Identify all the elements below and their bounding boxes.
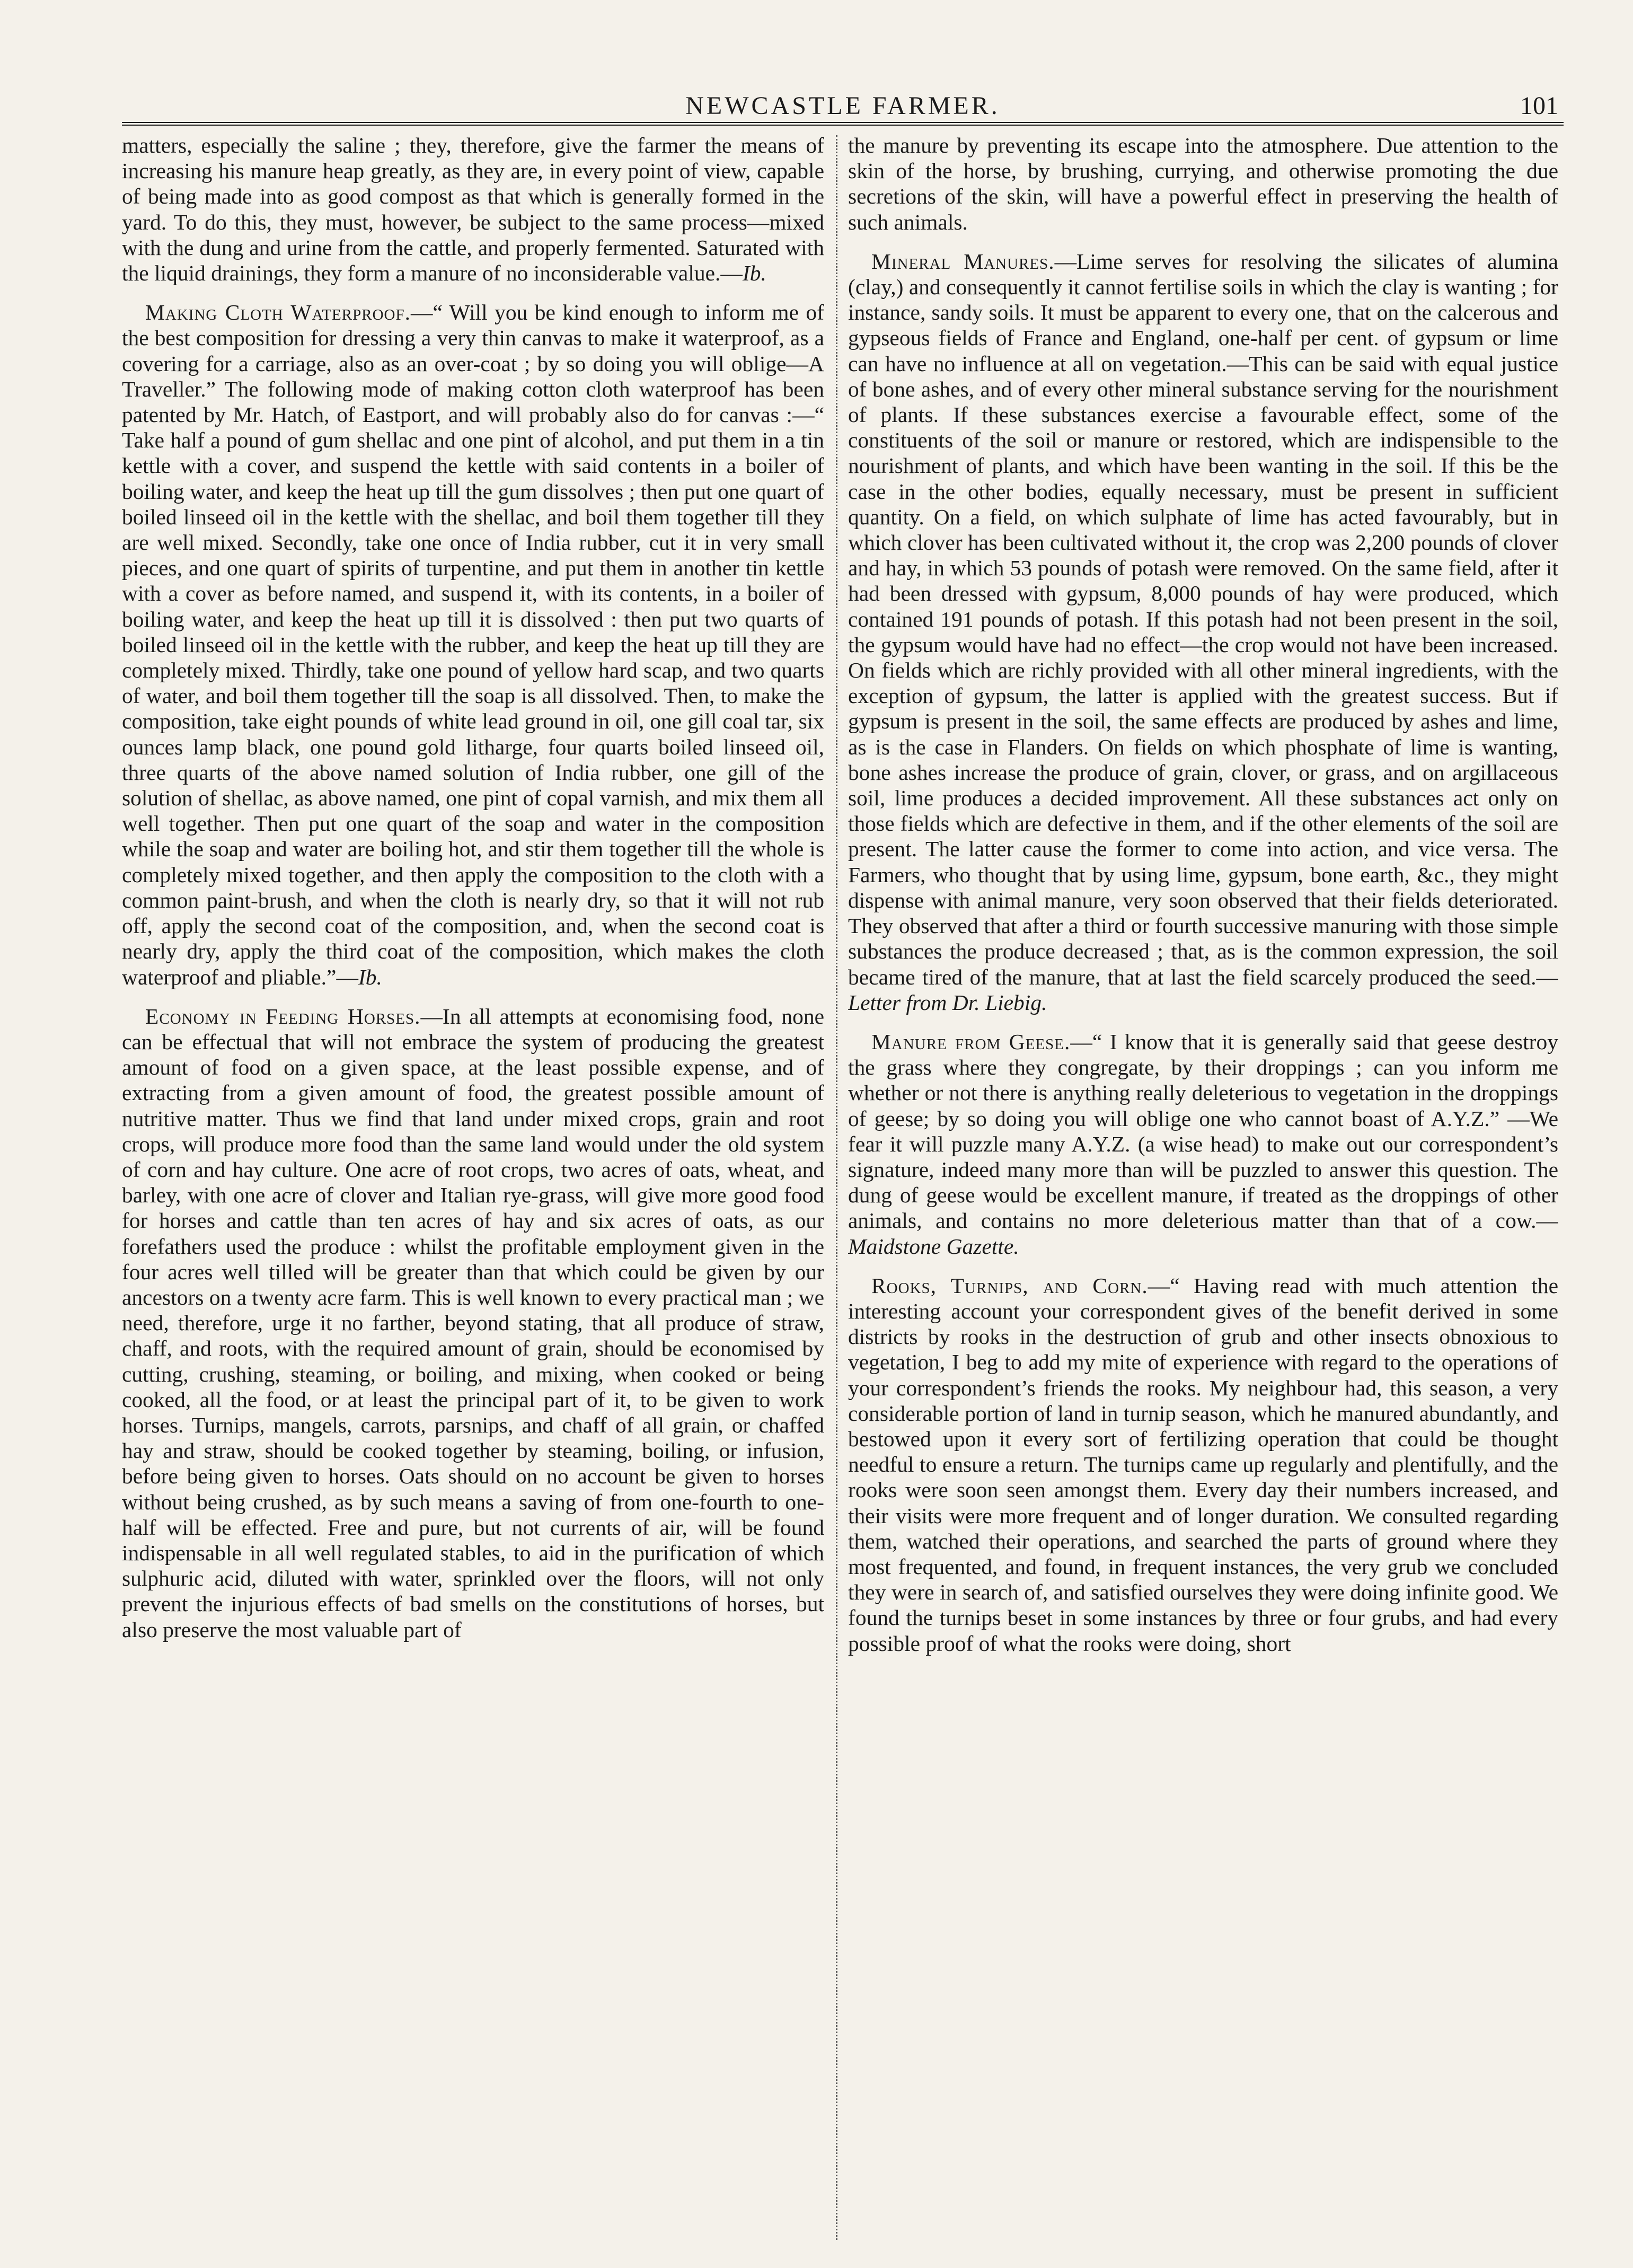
article-heading: Making Cloth Waterproof. (145, 300, 411, 325)
right-column (848, 133, 1558, 2243)
source-credit: Ib. (358, 964, 382, 989)
page-header (122, 90, 1564, 126)
source-credit: Maidstone Gazette. (848, 1234, 1019, 1259)
paragraph-horses-continuation: the manure by preventing its escape into the atmosphere. Due attention to the skin of the horse, by brushing, currying, and otherwise promoting the due secretions of the skin, will have a powerful effect in preserving the health of such animals. (848, 133, 1558, 234)
article-feeding-horses (122, 1004, 824, 1642)
article-heading: Economy in Feeding Horses. (145, 1004, 421, 1028)
article-heading: Manure from Geese. (871, 1029, 1071, 1054)
page-number: 101 (1520, 92, 1558, 120)
paragraph-text: matters, especially the saline ; they, therefore, give the farmer the means of increasing his manure heap greatly, as they are, in every point of view, capable of being made into as good compost as that which is generally formed in the yard. To do this, they must, however, be subject to the same process—mixed with the dung and urine from the cattle, and properly fermented. Saturated with the liquid drainings, they form a manure of no inconsiderable value.— (122, 133, 824, 286)
source-credit: Ib. (742, 261, 766, 286)
article-body: —“ Having read with much attention the interesting account your correspondent gives of the benefit derived in some districts by rooks in the destruction of grub and other insects obnoxious to vegetation, I beg to add my mite of experience with regard to the operations of your correspondent’s friends the rooks. My neighbour had, this season, a very considerable portion of land in turnip season, which he manured abundantly, and bestowed upon it every sort of fertilizing operation that could be thought needful to ensure a return. The turnips came up regularly and plentifully, and the rooks were soon seen amongst them. Every day their numbers increased, and their visits were more frequent and of longer duration. We consulted regarding them, watched their operations, and searched the parts of ground where they most frequented, and found, in frequent instances, the very grub we concluded they were in search of, and satisfied ourselves they were doing infinite good. We found the turnips beset in some instances by three or four grubs, and had every possible proof of what the rooks were doing, short (848, 1273, 1558, 1656)
article-rooks-turnips-corn (848, 1273, 1558, 1656)
article-body: —“ Will you be kind enough to inform me of the best composition for dressing a very thin canvas to make it waterproof, as a covering for a carriage, also as an over-coat ; by so doing you will oblige—A Traveller.” The following mode of making cotton cloth waterproof has been patented by Mr. Hatch, of Eastport, and will probably also do for canvas :—“ Take half a pound of gum shellac and one pint of alcohol, and put them in a tin kettle with a cover, and suspend the kettle with said contents in a boiler of boiling water, and keep the heat up till the gum dissolves ; then put one quart of boiled linseed oil in the kettle with the shellac, and boil them together till they are well mixed. Secondly, take one once of India rubber, cut it in very small pieces, and one quart of spirits of turpentine, and put them in another tin kettle with a cover as before named, and suspend it, with its contents, in a boiler of boiling water, and keep the heat up till it is dissolved : then put two quarts of boiled linseed oil in the kettle with the rubber, and keep the heat up till they are completely mixed. Thirdly, take one pound of yellow hard scap, and two quarts of water, and boil them together till the soap is all dissolved. Then, to make the composition, take eight pounds of white lead ground in oil, one gill coal tar, six ounces lamp black, one pound gold litharge, four quarts boiled linseed oil, three quarts of the above named solution of India rubber, one gill of the solution of shellac, as above named, one pint of copal varnish, and mix them all well together. Then put one quart of the soap and water in the composition while the soap and water are boiling hot, and stir them together till the whole is completely mixed together, and then apply the composition to the cloth with a common paint-brush, and when the cloth is nearly dry, so that it will not rub off, apply the second coat of the composition, and, when the second coat is nearly dry, apply the third coat of the composition, which makes the cloth waterproof and pliable.”— (122, 300, 824, 989)
left-column (122, 133, 824, 2243)
article-heading: Mineral Manures. (871, 249, 1055, 274)
column-divider (836, 135, 837, 2240)
paragraph-saline-continuation (122, 133, 824, 286)
article-mineral-manures (848, 249, 1558, 1015)
running-title: NEWCASTLE FARMER. (685, 92, 1000, 120)
article-body: —“ I know that it is generally said that geese destroy the grass where they congregate, by their droppings ; can you inform me whether or not there is anything really deleterious to vegetation in the droppings of geese; by so doing you will oblige one who cannot boast of A.Y.Z.” —We fear it will puzzle many A.Y.Z. (a wise head) to make out our correspondent’s signature, indeed many more than will be puzzled to answer this question. The dung of geese would be excellent manure, if treated as the droppings of other animals, and contains no more deleterious matter than that of a cow.— (848, 1029, 1558, 1233)
article-body: —In all attempts at economising food, none can be effectual that will not embrace the system of producing the greatest amount of food on a given space, at the least possible expense, and of extracting from a given amount of food, the greatest possible amount of nutritive matter. Thus we find that land under mixed crops, grain and root crops, will produce more food than the same land would under the old system of corn and hay culture. One acre of root crops, two acres of oats, wheat, and barley, with one acre of clover and Italian rye-grass, will give more good food for horses and cattle than ten acres of hay and six acres of oats, as our forefathers used the produce : whilst the profitable employment given in the four acres well tilled will be greater than that which could be given by our ancestors on a twenty acre farm. This is well known to every practical man ; we need, therefore, urge it no farther, beyond stating, that all produce of straw, chaff, and roots, with the required amount of grain, should be economised by cutting, crushing, steaming, or boiling, and mixing, when cooked or being cooked, all the food, or at least the principal part of it, to be given to work horses. Turnips, mangels, carrots, parsnips, and chaff of all grain, or chaffed hay and straw, should be cooked together by steaming, boiling, or infusion, before being given to horses. Oats should on no account be given to horses without being crushed, as by such means a saving of from one-fourth to one-half will be effected. Free and pure, but not currents of air, will be found indispensable in all well regulated stables, to aid in the purification of which sulphuric acid, diluted with water, sprinkled over the floors, will not only prevent the injurious effects of bad smells on the constitutions of horses, but also preserve the most valuable part of (122, 1004, 824, 1642)
article-body: —Lime serves for resolving the silicates of alumina (clay,) and consequently it cannot fertilise soils in which the clay is wanting ; for instance, sandy soils. It must be apparent to every one, that on the calcerous and gypseous fields of France and England, one-half per cent. of gypsum or lime can have no influence at all on vegetation.—This can be said with equal justice of bone ashes, and of every other mineral substance serving for the nourishment of plants. If these substances exercise a favourable effect, some of the constituents of the soil or manure or restored, which are indispensible to the nourishment of plants, and which have been wanting in the soil. If this be the case in the other bodies, equally necessary, must be present in sufficient quantity. On a field, on which sulphate of lime has acted favourably, but in which clover has been cultivated without it, the crop was 2,200 pounds of clover and hay, in which 53 pounds of potash were removed. On the same field, after it had been dressed with gypsum, 8,000 pounds of hay were produced, which contained 191 pounds of potash. If this potash had not been present in the soil, the gypsum would have had no effect—the crop would not have been increased. On fields which are richly provided with all other mineral ingredients, with the exception of gypsum, the latter is applied with the greatest success. But if gypsum is present in the soil, the same effects are produced by ashes and lime, as is the case in Flanders. On fields on which phosphate of lime is wanting, bone ashes increase the produce of grain, clover, or grass, and on argillaceous soil, lime produces a decided improvement. All these substances act only on those fields which are defective in them, and if the other elements of the soil are present. The latter cause the former to come into action, and vice versa. The Farmers, who thought that by using lime, gypsum, bone earth, &c., they might dispense with animal manure, very soon observed that their fields deteriorated. They observed that after a third or fourth successive manuring with those simple substances the produce decreased ; that, as is the common expression, the soil became tired of the manure, that at last the field scarcely produced the seed.— (848, 249, 1558, 989)
article-heading: Rooks, Turnips, and Corn. (871, 1273, 1148, 1298)
article-cloth-waterproof (122, 300, 824, 989)
article-manure-from-geese (848, 1029, 1558, 1259)
source-credit: Letter from Dr. Liebig. (848, 990, 1047, 1015)
